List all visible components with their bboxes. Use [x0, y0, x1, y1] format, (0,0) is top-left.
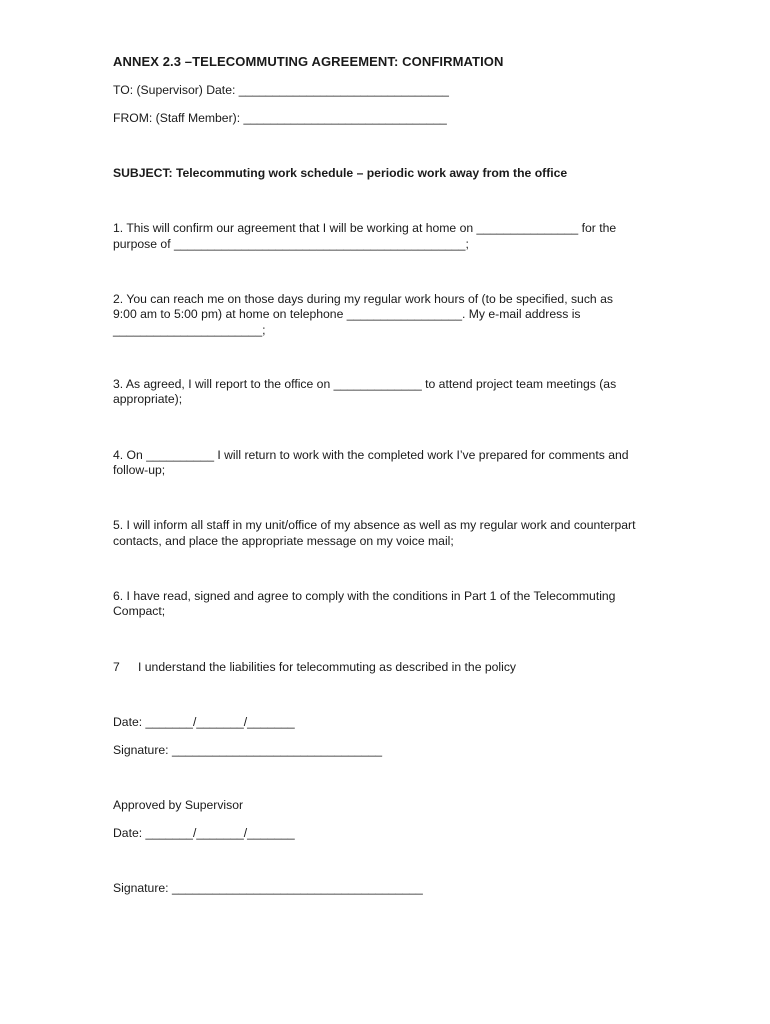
- subject-line: SUBJECT: Telecommuting work schedule – periodic work away from the office: [113, 166, 568, 180]
- item-2-line-2: 9:00 am to 5:00 pm) at home on telephone _________________. My e-mail address is: [113, 307, 581, 321]
- item-7-line: [113, 660, 516, 675]
- item-1-line-1: 1. This will confirm our agreement that I will be working at home on _______________ for the: [113, 221, 617, 235]
- item-4-line-1: 4. On __________ I will return to work with the completed work I’ve prepared for comments and: [113, 448, 629, 462]
- item-3-line-1: 3. As agreed, I will report to the office on _____________ to attend project team meetings (as: [113, 377, 617, 391]
- item-2-line-3: ______________________;: [113, 323, 266, 337]
- item-5-line-1: 5. I will inform all staff in my unit/office of my absence as well as my regular work and counterpart: [113, 518, 636, 532]
- item-5-line-2: contacts, and place the appropriate message on my voice mail;: [113, 534, 454, 548]
- supervisor-signature-field: Signature: _____________________________________: [113, 881, 423, 895]
- item-3-line-2: appropriate);: [113, 392, 183, 406]
- staff-date-field: Date: _______/_______/_______: [113, 715, 295, 729]
- from-staff-line: FROM: (Staff Member): ______________________________: [113, 111, 447, 125]
- item-6-line-2: Compact;: [113, 604, 166, 618]
- item-4-line-2: follow-up;: [113, 463, 166, 477]
- item-6-line-1: 6. I have read, signed and agree to comply with the conditions in Part 1 of the Telecommuting: [113, 589, 616, 603]
- item-1-line-2: purpose of ___________________________________________;: [113, 237, 469, 251]
- item-2-line-1: 2. You can reach me on those days during my regular work hours of (to be specified, such as: [113, 292, 613, 306]
- to-supervisor-line: TO: (Supervisor) Date: _______________________________: [113, 83, 449, 97]
- supervisor-date-field: Date: _______/_______/_______: [113, 826, 295, 840]
- staff-signature-field: Signature: _______________________________: [113, 743, 383, 757]
- item-7-number: 7: [113, 660, 120, 674]
- item-7-text: I understand the liabilities for telecommuting as described in the policy: [138, 660, 517, 674]
- approved-by-supervisor-label: Approved by Supervisor: [113, 798, 244, 812]
- document-title: ANNEX 2.3 –TELECOMMUTING AGREEMENT: CONFIRMATION: [113, 54, 504, 69]
